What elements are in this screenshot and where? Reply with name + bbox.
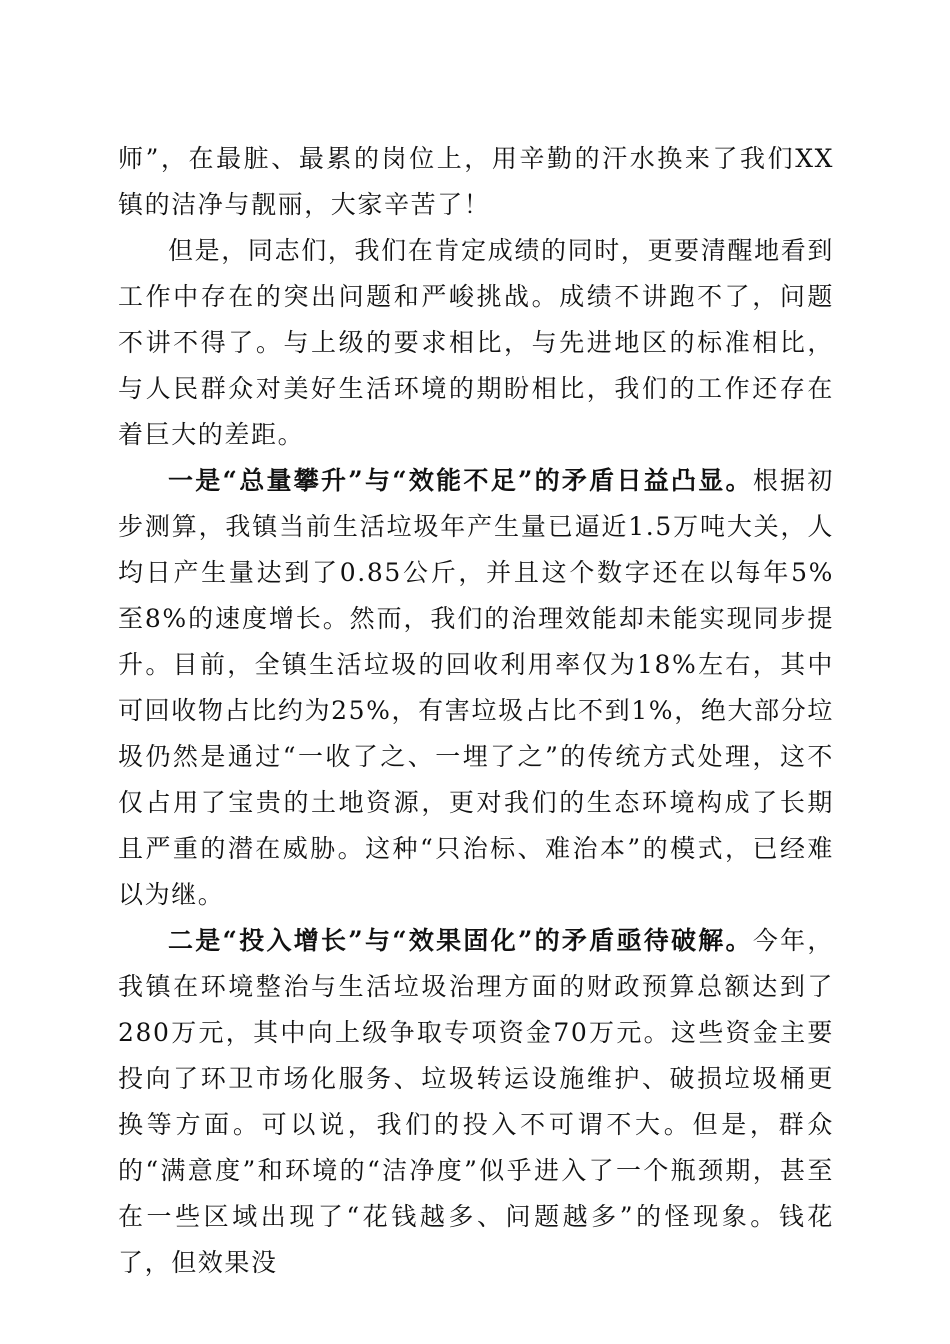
paragraph-lead-heading: 二是“投入增长”与“效果固化”的矛盾亟待破解。: [168, 926, 753, 955]
paragraph-point-one: [118, 458, 834, 918]
paragraph-lead-heading: 一是“总量攀升”与“效能不足”的矛盾日益凸显。: [168, 466, 753, 495]
document-body: [118, 136, 834, 1286]
paragraph-text: 但是，同志们，我们在肯定成绩的同时，更要清醒地看到工作中存在的突出问题和严峻挑战。成绩不讲跑不了，问题不讲不得了。与上级的要求相比，与先进地区的标准相比，与人民群众对美好生活环境的期盼相比，我们的工作还存在着巨大的差距。: [118, 236, 834, 449]
paragraph-text: 今年，我镇在环境整治与生活垃圾治理方面的财政预算总额达到了280万元，其中向上级争取专项资金70万元。这些资金主要投向了环卫市场化服务、垃圾转运设施维护、破损垃圾桶更换等方面。可以说，我们的投入不可谓不大。但是，群众的“满意度”和环境的“洁净度”似乎进入了一个瓶颈期，甚至在一些区域出现了“花钱越多、问题越多”的怪现象。钱花了，但效果没: [118, 926, 834, 1277]
paragraph-continuation: [118, 136, 834, 228]
paragraph-text: 师”，在最脏、最累的岗位上，用辛勤的汗水换来了我们XX镇的洁净与靓丽，大家辛苦了！: [118, 144, 834, 219]
paragraph-point-two: [118, 918, 834, 1286]
paragraph-text: 根据初步测算，我镇当前生活垃圾年产生量已逼近1.5万吨大关，人均日产生量达到了0.85公斤，并且这个数字还在以每年5%至8%的速度增长。然而，我们的治理效能却未能实现同步提升。目前，全镇生活垃圾的回收利用率仅为18%左右，其中可回收物占比约为25%，有害垃圾占比不到1%，绝大部分垃圾仍然是通过“一收了之、一埋了之”的传统方式处理，这不仅占用了宝贵的土地资源，更对我们的生态环境构成了长期且严重的潜在威胁。这种“只治标、难治本”的模式，已经难以为继。: [118, 466, 834, 909]
paragraph-problems-intro: [118, 228, 834, 458]
